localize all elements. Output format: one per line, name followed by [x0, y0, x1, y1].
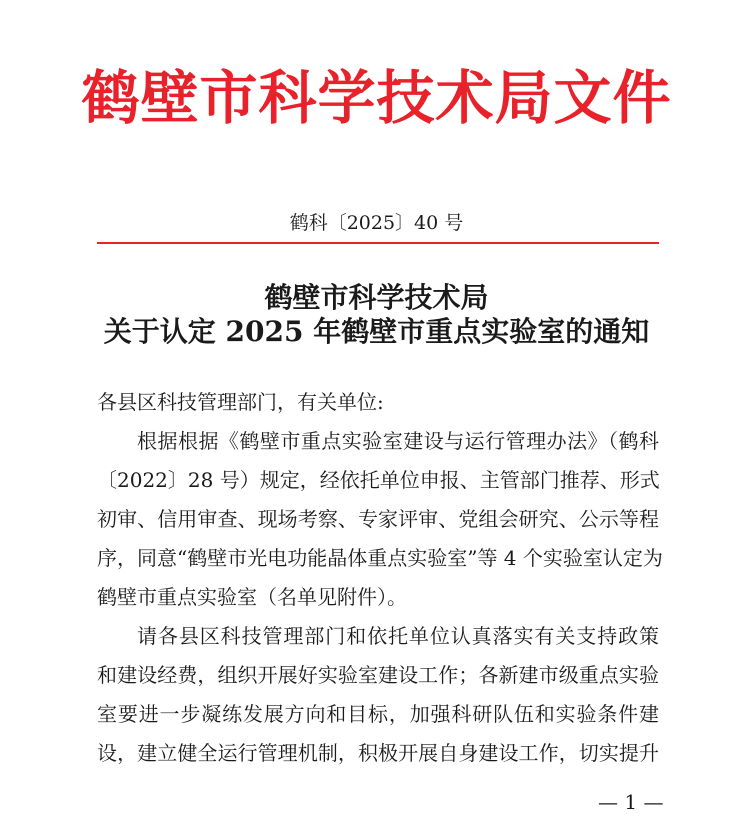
- paragraph-1-line-2: 〔2022〕28 号）规定，经依托单位申报、主管部门推荐、形式: [97, 468, 660, 492]
- paragraph-2-line-3: 室要进一步凝练发展方向和目标，加强科研队伍和实验条件建: [97, 702, 659, 726]
- salutation: 各县区科技管理部门，有关单位:: [97, 390, 384, 414]
- document-number: 鹤科〔2025〕40 号: [289, 212, 464, 234]
- paragraph-1-line-5: 鹤壁市重点实验室（名单见附件）。: [97, 585, 407, 609]
- paragraph-1-line-4: 序，同意“鹤壁市光电功能晶体重点实验室”等 4 个实验室认定为: [97, 546, 663, 570]
- paragraph-2-line-1: 请各县区科技管理部门和依托单位认真落实有关支持政策: [137, 624, 659, 648]
- paragraph-1-line-1: 根据根据《鹤壁市重点实验室建设与运行管理办法》（鹤科: [137, 429, 659, 453]
- notice-title-line-2: 关于认定 2025 年鹤壁市重点实验室的通知: [103, 315, 650, 348]
- notice-title-line-1: 鹤壁市科学技术局: [264, 281, 489, 314]
- page-number: — 1 —: [598, 790, 664, 814]
- paragraph-2-line-4: 设，建立健全运行管理机制，积极开展自身建设工作，切实提升: [97, 741, 659, 765]
- paragraph-2-line-2: 和建设经费，组织开展好实验室建设工作；各新建市级重点实验: [97, 663, 659, 687]
- paragraph-1-line-3: 初审、信用审查、现场考察、专家评审、党组会研究、公示等程: [97, 507, 659, 531]
- document-header-title: 鹤壁市科学技术局文件: [81, 64, 672, 132]
- red-divider-line: [97, 242, 659, 244]
